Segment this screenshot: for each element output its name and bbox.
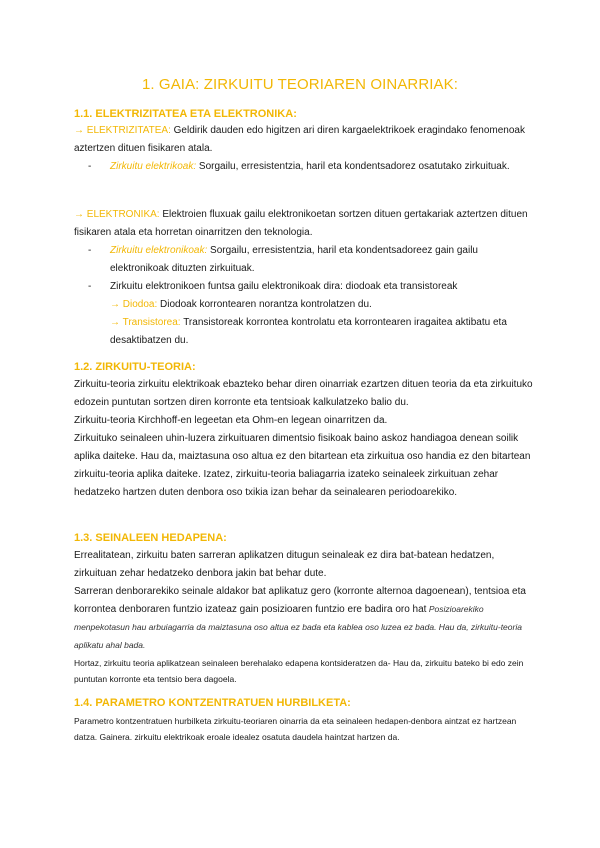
section-heading-1-1: 1.1. ELEKTRIZITATEA ETA ELEKTRONIKA: [74, 108, 297, 120]
section-1-4-body [74, 713, 534, 745]
elektrizitatea-label: → ELEKTRIZITATEA: [74, 125, 171, 136]
elektrizitatea-paragraph [74, 122, 534, 158]
bullet-zirkuitu-elektronikoak [74, 242, 534, 278]
section-heading-1-3: 1.3. SEINALEEN HEDAPENA: [74, 532, 227, 544]
bullet-text: Zirkuitu elektronikoen funtsa gailu elektronikoak dira: diodoak eta transistoreak [110, 281, 458, 292]
dash-bullet: - [88, 245, 92, 256]
section-1-3-body [74, 547, 534, 687]
dash-bullet: - [88, 161, 92, 172]
section-heading-1-4: 1.4. PARAMETRO KONTZENTRATUEN HURBILKETA: [74, 697, 351, 709]
transistorea-label: → Transistorea: [110, 317, 181, 328]
bullet-label: Zirkuitu elektronikoak: [110, 245, 208, 256]
diodoa-line [110, 296, 534, 314]
paragraph: Hortaz, zirkuitu teoria aplikatzean seinaleen berehalako edapena kontsideratzen da- Hau da, zirkuitu bateko bi edo zein puntutan korronte eta tentsio bera dagoela. [74, 658, 524, 684]
diodoa-label: → Diodoa: [110, 299, 158, 310]
paragraph-text: Sarreran denborarekiko seinale aldakor bat aplikatuz gero (korronte alternoa dagoenean), tentsioa eta korrontea denboraren funtzio izateaz gain posizioaren funtzio ere badira oro hat [74, 586, 526, 615]
dash-bullet: - [88, 281, 92, 292]
bullet-label: Zirkuitu elektrikoak: [110, 161, 197, 172]
paragraph: Zirkuituko seinaleen uhin-luzera zirkuituaren dimentsio fisikoak baino askoz handiagoa denean soilik aplika daiteke. Hau da, maiztasuna oso altua ez den bitartean eta zirkuitua oso handia ez den bitartean zirkuitu-teoria aplika daiteke. Izatez, zirkuitu-teoria baliagarria izateko seinaleek zirkuituan zehar hedatzeko hartzen duten denbora oso txikia izan behar da seinalearen periodoarekiko. [74, 433, 531, 498]
bullet-text: Sorgailu, erresistentzia, haril eta kondentsadoreez gain gailu elektronikoak dituzten zirkuituak. [110, 245, 478, 274]
page-title: 1. GAIA: ZIRKUITU TEORIAREN OINARRIAK: [141, 76, 459, 93]
bullet-gailu-elektronikoak [74, 278, 534, 350]
section-heading-1-2: 1.2. ZIRKUITU-TEORIA: [74, 361, 196, 373]
diodoa-text: Diodoak korrontearen norantza kontrolatzen du. [157, 299, 372, 310]
bullet-text: Sorgailu, erresistentzia, haril eta kondentsadorez osatutako zirkuituak. [196, 161, 510, 172]
paragraph: Parametro kontzentratuen hurbilketa zirkuitu-teoriaren oinarria da eta seinaleen hedapen-denbora aintzat ez hartzean datza. Gainera. zirkuitu elektrikoak eroale idealez osatuta daudela haintzat hartzen da. [74, 716, 517, 742]
paragraph: Zirkuitu-teoria Kirchhoff-en legeetan eta Ohm-en legean oinarritzen da. [74, 415, 388, 426]
elektronika-text: Elektroien fluxuak gailu elektronikoetan sortzen dituen gertakariak aztertzen dituen fisikaren atala eta horretan oinarritzen den teknologia. [74, 209, 528, 238]
paragraph: Errealitatean, zirkuitu baten sarreran aplikatzen ditugun seinaleak ez dira bat-batean hedatzen, zirkuituan zehar hedatzeko denbora jakin bat behar dute. [74, 550, 495, 579]
paragraph: Zirkuitu-teoria zirkuitu elektrikoak ebazteko behar diren oinarriak ezartzen dituen teoria da eta zirkuituko edozein puntutan sortzen diren korronte eta tentsioak kalkulatzeko balio du. [74, 379, 533, 408]
section-1-1-part-b [74, 206, 534, 350]
elektronika-paragraph [74, 206, 534, 242]
section-1-1-part-a [74, 122, 534, 176]
transistorea-text: Transistoreak korrontea kontrolatu eta korrontearen iragaitea aktibatu eta desaktibatzen du. [110, 317, 507, 346]
paragraph [74, 583, 534, 655]
bullet-zirkuitu-elektrikoak [74, 158, 534, 176]
transistorea-line [110, 314, 534, 350]
section-1-2-body [74, 376, 534, 502]
paragraph-note: Posizioarekiko menpekotasun hau arbuiagarria da maiztasuna oso altua ez bada eta kablea oso luzea ez bada. Hau da, zirkuitu-teoria aplikatu ahal bada. [74, 604, 522, 650]
elektronika-label: → ELEKTRONIKA: [74, 209, 160, 220]
elektrizitatea-text: Geldirik dauden edo higitzen ari diren kargaelektrikoek eragindako fenomenoak aztertzen dituen fisikaren atala. [74, 125, 525, 154]
